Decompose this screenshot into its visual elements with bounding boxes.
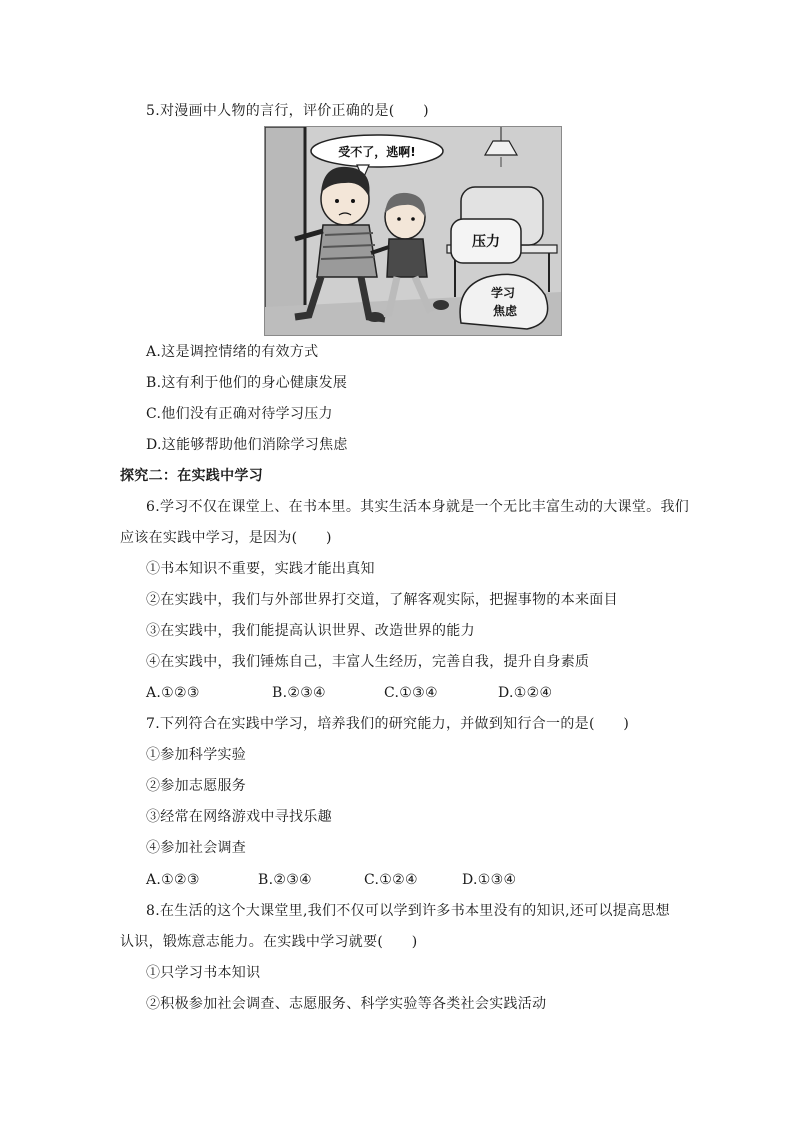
q6-item-3: ③在实践中，我们能提高认识世界、改造世界的能力 bbox=[146, 623, 475, 639]
q5-option-c[interactable]: C.他们没有正确对待学习压力 bbox=[146, 406, 333, 422]
q6-option-d[interactable]: D.①②④ bbox=[498, 685, 553, 701]
q6-item-4: ④在实践中，我们锤炼自己，丰富人生经历，完善自我，提升自身素质 bbox=[146, 654, 590, 670]
q6-options bbox=[146, 684, 552, 702]
q7-option-b[interactable]: B.②③④ bbox=[258, 872, 312, 888]
q7-option-a[interactable]: A.①②③ bbox=[146, 872, 200, 888]
q6-option-c[interactable]: C.①③④ bbox=[384, 685, 438, 701]
question-8-stem-line2: 认识，锻炼意志能力。在实践中学习就要( ) bbox=[120, 934, 418, 950]
q7-item-4: ④参加社会调查 bbox=[146, 840, 247, 856]
q7-option-d[interactable]: D.①③④ bbox=[462, 872, 517, 888]
q7-option-c[interactable]: C.①②④ bbox=[364, 872, 418, 888]
pressure-bag-label: 压力 bbox=[472, 234, 500, 250]
q7-item-1: ①参加科学实验 bbox=[146, 747, 247, 763]
q7-options bbox=[146, 871, 516, 889]
q7-item-2: ②参加志愿服务 bbox=[146, 778, 247, 794]
question-6-stem-line2: 应该在实践中学习，是因为( ) bbox=[120, 530, 332, 546]
q6-item-1: ①书本知识不重要，实践才能出真知 bbox=[146, 561, 375, 577]
question-6-stem-line1: 6.学习不仅在课堂上、在书本里。其实生活本身就是一个无比丰富生动的大课堂。我们 bbox=[146, 499, 690, 515]
question-8-stem-line1: 8.在生活的这个大课堂里,我们不仅可以学到许多书本里没有的知识,还可以提高思想 bbox=[146, 903, 670, 919]
question-5-stem: 5.对漫画中人物的言行，评价正确的是( ) bbox=[146, 103, 429, 119]
q5-option-d[interactable]: D.这能够帮助他们消除学习焦虑 bbox=[146, 437, 348, 453]
q6-option-a[interactable]: A.①②③ bbox=[146, 685, 200, 701]
section-2-title: 探究二：在实践中学习 bbox=[120, 468, 263, 484]
q6-item-2: ②在实践中，我们与外部世界打交道，了解客观实际，把握事物的本来面目 bbox=[146, 592, 618, 608]
q8-item-2: ②积极参加社会调查、志愿服务、科学实验等各类社会实践活动 bbox=[146, 996, 547, 1012]
q5-option-b[interactable]: B.这有利于他们的身心健康发展 bbox=[146, 375, 348, 391]
q6-option-b[interactable]: B.②③④ bbox=[272, 685, 326, 701]
q8-item-1: ①只学习书本知识 bbox=[146, 965, 261, 981]
anxiety-sack-label-2: 焦虑 bbox=[492, 304, 518, 318]
q7-item-3: ③经常在网络游戏中寻找乐趣 bbox=[146, 809, 332, 825]
cartoon-image bbox=[264, 126, 562, 336]
speech-bubble-text: 受不了，逃啊! bbox=[338, 145, 416, 159]
q5-option-a[interactable]: A.这是调控情绪的有效方式 bbox=[146, 344, 319, 360]
anxiety-sack-label-1: 学习 bbox=[490, 286, 516, 300]
question-7-stem: 7.下列符合在实践中学习，培养我们的研究能力，并做到知行合一的是( ) bbox=[146, 716, 630, 732]
